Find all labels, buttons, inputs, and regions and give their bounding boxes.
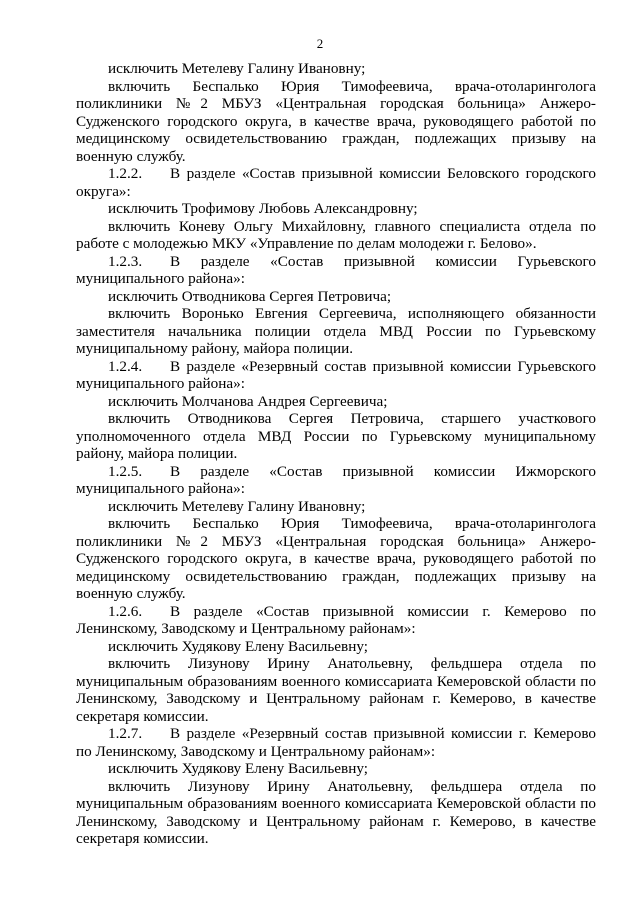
paragraph-text: В разделе «Состав призывной комиссии Беловского городского округа»: <box>76 165 596 200</box>
section-number: 1.2.7. <box>108 725 143 742</box>
section-paragraph <box>76 358 596 393</box>
section-number: 1.2.4. <box>108 357 143 375</box>
paragraph <box>76 655 596 725</box>
paragraph <box>76 638 596 656</box>
paragraph-text: В разделе «Состав призывной комиссии Ижморского муниципального района»: <box>76 462 596 497</box>
paragraph <box>76 498 596 516</box>
paragraph-text: исключить Молчанова Андрея Сергеевича; <box>108 392 388 410</box>
page-number: 2 <box>316 36 324 51</box>
paragraph <box>76 393 596 411</box>
paragraph-text: исключить Трофимову Любовь Александровну; <box>108 200 418 217</box>
section-number: 1.2.6. <box>108 602 143 620</box>
paragraph-text: включить Лизунову Ирину Анатольевну, фельдшера отдела по муниципальным образованиям военного комиссариата Кемеровской области по Ленинскому, Заводскому и Центральному районам г. Кемерово, в качестве секретаря комиссии. <box>76 777 596 847</box>
paragraph-text: исключить Худякову Елену Васильевну; <box>108 637 368 655</box>
paragraph-text: В разделе «Резервный состав призывной комиссии г. Кемерово по Ленинскому, Заводскому и Центральному районам»: <box>76 725 596 760</box>
paragraph-text: исключить Метелеву Галину Ивановну; <box>108 60 366 77</box>
paragraph <box>76 305 596 358</box>
section-number: 1.2.5. <box>108 462 143 480</box>
paragraph <box>76 778 596 848</box>
paragraph-text: включить Беспалько Юрия Тимофеевича, врача-отоларинголога поликлиники №2 МБУЗ «Центральная городская больница» Анжеро-Судженского городского округа, в качестве врача, руководящего работой по медицинскому освидетельствованию граждан, подлежащих призыву на военную службу. <box>76 515 596 602</box>
section-paragraph <box>76 603 596 638</box>
paragraph <box>76 760 596 778</box>
paragraph <box>76 410 596 463</box>
paragraph-text: включить Коневу Ольгу Михайловну, главного специалиста отдела по работе с молодежью МКУ «Управление по делам молодежи г. Белово». <box>76 217 596 252</box>
section-paragraph <box>76 463 596 498</box>
paragraph <box>76 218 596 253</box>
paragraph-text: включить Отводникова Сергея Петровича, старшего участкового уполномоченного отдела МВД России по Гурьевскому муниципальному району, майора полиции. <box>76 410 596 462</box>
paragraph-text: исключить Метелеву Галину Ивановну; <box>108 497 366 515</box>
section-paragraph <box>76 725 596 760</box>
section-number: 1.2.2. <box>108 165 143 182</box>
paragraph-text: В разделе «Состав призывной комиссии г. Кемерово по Ленинскому, Заводскому и Центральному районам»: <box>76 602 596 637</box>
section-paragraph <box>76 253 596 288</box>
paragraph <box>76 288 596 306</box>
section-number: 1.2.3. <box>108 252 143 270</box>
paragraph-text: включить Беспалько Юрия Тимофеевича, врача-отоларинголога поликлиники №2 МБУЗ «Центральная городская больница» Анжеро-Судженского городского округа, в качестве врача, руководящего работой по медицинскому освидетельствованию граждан, подлежащих призыву на военную службу. <box>76 77 596 165</box>
paragraph-text: исключить Худякову Елену Васильевну; <box>108 760 368 777</box>
paragraph <box>76 78 596 166</box>
paragraph-text: включить Воронько Евгения Сергеевича, исполняющего обязанности заместителя начальника полиции отдела МВД России по Гурьевскому муниципальному району, майора полиции. <box>76 305 596 357</box>
document-body <box>76 60 596 848</box>
paragraph <box>76 200 596 218</box>
section-paragraph <box>76 165 596 200</box>
paragraph <box>76 515 596 603</box>
paragraph <box>76 60 596 78</box>
paragraph-text: В разделе «Состав призывной комиссии Гурьевского муниципального района»: <box>76 252 596 287</box>
paragraph-text: исключить Отводникова Сергея Петровича; <box>108 287 392 305</box>
paragraph-text: включить Лизунову Ирину Анатольевну, фельдшера отдела по муниципальным образованиям военного комиссариата Кемеровской области по Ленинскому, Заводскому и Центральному районам г. Кемерово, в качестве секретаря комиссии. <box>76 655 596 725</box>
paragraph-text: В разделе «Резервный состав призывной комиссии Гурьевского муниципального района»: <box>76 357 596 392</box>
